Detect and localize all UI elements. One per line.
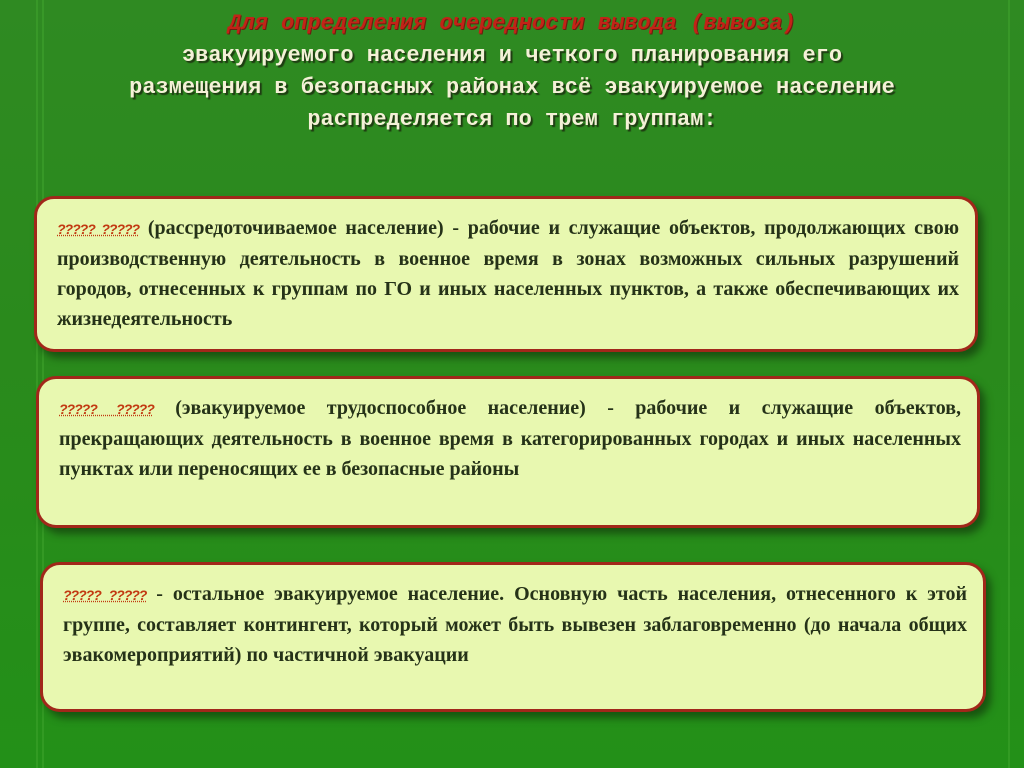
title-line-3: размещения в безопасных районах всё эвакуируемое население [129, 75, 895, 100]
title-line-4: распределяется по трем группам: [307, 107, 717, 132]
slide-title [10, 8, 1014, 136]
group-label: ????? ????? [57, 221, 140, 237]
group-card-3 [40, 562, 986, 712]
group-description: - остальное эвакуируемое население. Основную часть населения, отнесенного к этой группе, составляет контингент, который может быть вывезен заблаговременно (до начала общих эвакомероприятий) по частичной эвакуации [63, 583, 967, 666]
title-line-1: Для определения очередности вывода (вывоза) [228, 11, 796, 36]
group-card-2 [36, 376, 980, 528]
group-description: (рассредоточиваемое население) - рабочие и служащие объектов, продолжающих свою производственную деятельность в военное время в зонах возможных сильных разрушений городов, отнесенных к группам по ГО и иных населенных пунктов, а также обеспечивающих их жизнедеятельность [57, 217, 959, 330]
group-description: (эвакуируемое трудоспособное население) - рабочие и служащие объектов, прекращающих деятельность в военное время в категорированных городах и иных населенных пунктах или переносящих ее в безопасные районы [59, 397, 961, 480]
title-line-2: эвакуируемого населения и четкого планирования его [181, 43, 843, 68]
group-card-1 [34, 196, 978, 352]
group-label: ????? ????? [63, 587, 147, 603]
group-label: ????? ????? [59, 401, 154, 417]
